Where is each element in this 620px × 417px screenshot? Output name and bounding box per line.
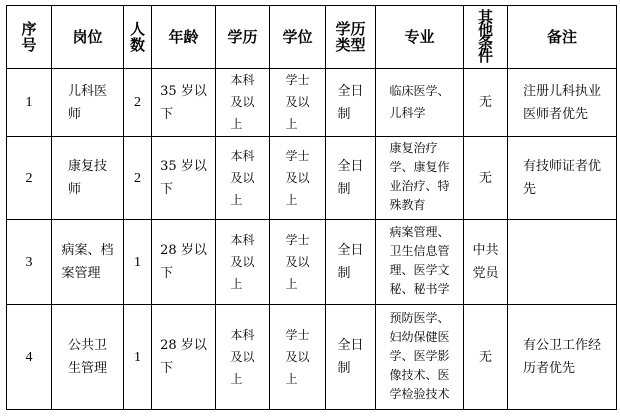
cell-count: 1 xyxy=(124,220,152,305)
cell-position: 儿科医 师 xyxy=(52,69,124,137)
cell-seq: 2 xyxy=(7,137,52,220)
cell-other: 中共 党员 xyxy=(464,220,508,305)
cell-age: 35 岁以 下 xyxy=(152,69,216,137)
cell-count: 2 xyxy=(124,69,152,137)
cell-education: 本科 及以 上 xyxy=(216,69,270,137)
cell-age: 28 岁以 下 xyxy=(152,220,216,305)
header-count: 人 数 xyxy=(124,6,152,69)
cell-note: 有公卫工作经 历者优先 xyxy=(508,305,617,410)
cell-note: 有技师证者优 先 xyxy=(508,137,617,220)
header-age: 年龄 xyxy=(152,6,216,69)
cell-major: 预防医学、 妇幼保健医 学、医学影 像技术、医 学检验技术 xyxy=(376,305,464,410)
recruitment-table-container xyxy=(6,5,617,410)
cell-count: 2 xyxy=(124,137,152,220)
header-row xyxy=(7,6,617,69)
cell-other: 无 xyxy=(464,305,508,410)
cell-edu-type: 全日 制 xyxy=(326,137,376,220)
table-row xyxy=(7,305,617,410)
cell-education: 本科 及以 上 xyxy=(216,220,270,305)
cell-edu-type: 全日 制 xyxy=(326,305,376,410)
cell-count: 1 xyxy=(124,305,152,410)
cell-other: 无 xyxy=(464,137,508,220)
header-edu-type: 学历 类型 xyxy=(326,6,376,69)
cell-edu-type: 全日 制 xyxy=(326,69,376,137)
cell-position: 病案、档 案管理 xyxy=(52,220,124,305)
header-major: 专业 xyxy=(376,6,464,69)
cell-education: 本科 及以 上 xyxy=(216,305,270,410)
header-note: 备注 xyxy=(508,6,617,69)
cell-seq: 4 xyxy=(7,305,52,410)
cell-age: 35 岁以 下 xyxy=(152,137,216,220)
cell-degree: 学士 及以 上 xyxy=(270,137,326,220)
cell-seq: 1 xyxy=(7,69,52,137)
cell-age: 28 岁以 下 xyxy=(152,305,216,410)
header-education: 学历 xyxy=(216,6,270,69)
cell-other: 无 xyxy=(464,69,508,137)
header-other: 其 他 条 件 xyxy=(464,6,508,69)
cell-major: 康复治疗 学、康复作 业治疗、特 殊教育 xyxy=(376,137,464,220)
cell-education: 本科 及以 上 xyxy=(216,137,270,220)
header-degree: 学位 xyxy=(270,6,326,69)
cell-position: 公共卫 生管理 xyxy=(52,305,124,410)
table-row xyxy=(7,137,617,220)
cell-major: 临床医学、 儿科学 xyxy=(376,69,464,137)
cell-note: 注册儿科执业 医师者优先 xyxy=(508,69,617,137)
header-position: 岗位 xyxy=(52,6,124,69)
header-seq: 序 号 xyxy=(7,6,52,69)
cell-major: 病案管理、 卫生信息管 理、医学文 秘、秘书学 xyxy=(376,220,464,305)
cell-seq: 3 xyxy=(7,220,52,305)
table-row xyxy=(7,69,617,137)
cell-edu-type: 全日 制 xyxy=(326,220,376,305)
recruitment-table xyxy=(6,5,617,410)
cell-degree: 学士 及以 上 xyxy=(270,305,326,410)
cell-degree: 学士 及以 上 xyxy=(270,69,326,137)
cell-degree: 学士 及以 上 xyxy=(270,220,326,305)
cell-note xyxy=(508,220,617,305)
cell-position: 康复技 师 xyxy=(52,137,124,220)
table-row xyxy=(7,220,617,305)
